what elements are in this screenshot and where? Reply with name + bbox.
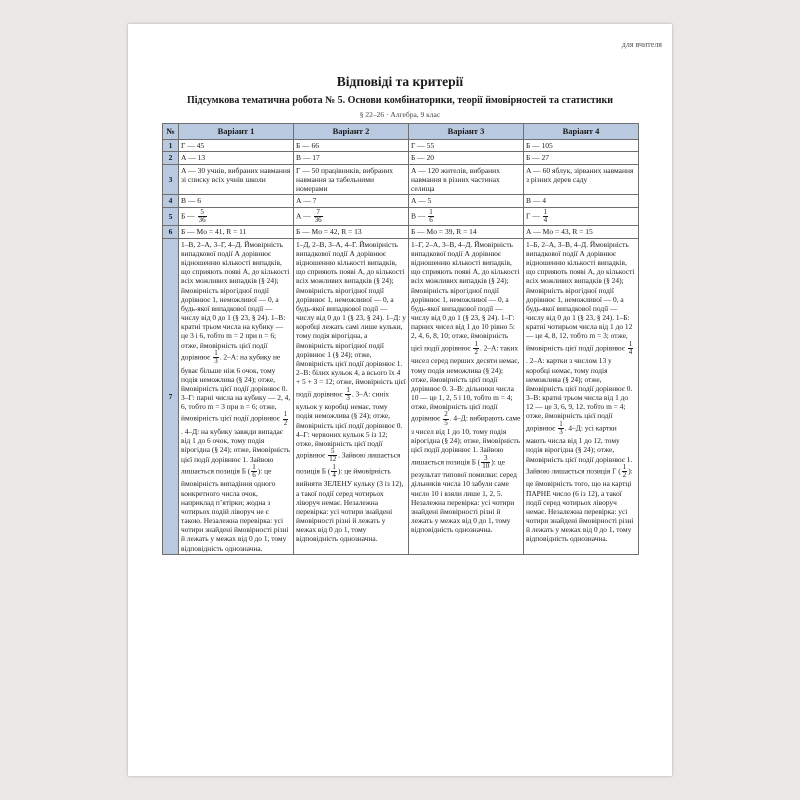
table-row xyxy=(163,207,639,226)
answer-cell: Б — 105 xyxy=(524,140,639,152)
fraction: $\frac{1}{2}$ xyxy=(283,410,288,427)
header-variant-4: Варіант 4 xyxy=(524,124,639,140)
answer-cell: Б — 66 xyxy=(294,140,409,152)
fraction: $\frac{5}{36}$ xyxy=(198,207,206,225)
table-row xyxy=(163,140,639,152)
row-number: 2 xyxy=(163,152,179,164)
answer-cell: В — 6 xyxy=(179,195,294,207)
header-variant-1: Варіант 1 xyxy=(179,124,294,140)
table-row xyxy=(163,238,639,554)
answer-cell: Б — Mo = 41, R = 11 xyxy=(179,226,294,238)
answer-cell: А — 120 жителів, вибраних навмання в різних частинах селища xyxy=(409,164,524,195)
answer-cell: Б — Mo = 39, R = 14 xyxy=(409,226,524,238)
fraction: $\frac{1}{2}$ xyxy=(474,339,478,356)
answers-table xyxy=(162,123,639,555)
fraction: $\frac{1}{4}$ xyxy=(543,207,548,225)
answer-cell: Б — Mo = 42, R = 13 xyxy=(294,226,409,238)
row-number: 5 xyxy=(163,207,179,226)
answer-cell: В — $\frac{1}{6}$ xyxy=(409,207,524,226)
fraction: $\frac{5}{12}$ xyxy=(329,447,337,464)
answer-cell: А — $\frac{7}{36}$ xyxy=(294,207,409,226)
fraction: $\frac{1}{4}$ xyxy=(628,339,633,356)
fraction: $\frac{1}{6}$ xyxy=(429,207,433,225)
answer-explanation: 1–Д, 2–В, 3–А, 4–Г. Ймовірність випадкової події А дорівнює відношенню кількості випадків, що сприяють появі А, до кількості всіх можливих випадків (§ 24); ймовірність вірогідної події дорівнює 1, неможливої — 0, а будь-якої випадкової події — числу від 0 до 1 (§ 23, § 24). 1–Д: у коробці лежать самі лише кульки, тому подія вірогідна, а ймовірність вірогідної події дорівнює 1 (§ 24); отже, ймовірність цієї події дорівнює 1. 2–В: білих кульок 4, а всього їх 4 + 5 + 3 = 12; отже, ймовірність цієї події дорівнює $\frac{1}{3}$ . 3–А: синіх кульок у коробці немає, тому подія неможлива (§ 24); отже, ймовірність цієї події дорівнює 0. 4–Г: червоних кульок 5 із 12; отже, ймовірність цієї події дорівнює $\frac{5}{12}$ . Зайвою лишається позиція Б ( $\frac{1}{4}$ ): це ймовірність вийняти ЗЕЛЕНУ кульку (3 із 12), а такої події серед чотирьох ліворуч немає. Незалежна перевірка: усі чотири знайдені ймовірності різні й лежать у межах від 0 до 1, тому відповідність однозначна. xyxy=(294,238,409,554)
page-subtitle: Підсумкова тематична робота № 5. Основи комбінаторики, теорії ймовірностей та статистики xyxy=(187,95,613,106)
table-row xyxy=(163,152,639,164)
table-row xyxy=(163,226,639,238)
worksheet-page xyxy=(128,24,672,776)
answer-cell: Б — 27 xyxy=(524,152,639,164)
answer-cell: Г — 50 працівників, вибраних навмання за табельними номерами xyxy=(294,164,409,195)
fraction: $\frac{1}{3}$ xyxy=(346,385,350,402)
answer-cell: Г — $\frac{1}{4}$ xyxy=(524,207,639,226)
answer-cell: А — 7 xyxy=(294,195,409,207)
teacher-note: для вчителя xyxy=(621,40,662,49)
answer-explanation: 1–В, 2–А, 3–Г, 4–Д. Ймовірність випадкової події А дорівнює відношенню кількості випадків, що сприяють появі А, до кількості всіх можливих випадків (§ 24); ймовірність вірогідної події дорівнює 1, неможливої — 0, а будь-якої випадкової події — числу від 0 до 1 (§ 23, § 24). 1–В: кратні трьом числа на кубику — це 3 і 6, тобто m = 2 при n = 6; отже, ймовірність цієї події дорівнює $\frac{1}{3}$ . 2–А: на кубику не буває більше ніж 6 очок, тому подія неможлива (§ 24); отже, ймовірність цієї події дорівнює 0. 3–Г: парні числа на кубику — 2, 4, 6, тобто m = 3 при n = 6; отже, ймовірність цієї події дорівнює $\frac{1}{2}$ . 4–Д: на кубику завжди випадає від 1 до 6 очок, тому подія вірогідна (§ 24); отже, ймовірність цієї події дорівнює 1. Зайвою лишається позиція Б ( $\frac{1}{6}$ ): це ймовірність випадіння одного конкретного числа очок, наприклад п’ятірки; жодна з чотирьох подій ліворуч не є такою. Незалежна перевірка: усі чотири знайдені ймовірності різні й лежать у межах від 0 до 1, тому відповідність однозначна. xyxy=(179,238,294,554)
answer-cell: Б — 20 xyxy=(409,152,524,164)
answer-explanation: 1–Б, 2–А, 3–В, 4–Д. Ймовірність випадкової події А дорівнює відношенню кількості випадків, що сприяють появі А, до кількості всіх можливих випадків (§ 24); ймовірність вірогідної події дорівнює 1, неможливої — 0, а будь-якої випадкової події — числу від 0 до 1 (§ 23, § 24). 1–Б: кратні чотирьом числа від 1 до 12 — це 4, 8, 12, тобто m = 3; отже, ймовірність цієї події дорівнює $\frac{1}{4}$ . 2–А: картки з числом 13 у коробці немає, тому подія неможлива (§ 24); отже, ймовірність цієї події дорівнює 0. 3–В: кратні трьом числа від 1 до 12 — це 3, 6, 9, 12, тобто m = 4; отже, ймовірність цієї події дорівнює $\frac{1}{3}$ . 4–Д: усі картки мають числа від 1 до 12, тому подія вірогідна (§ 24); отже, ймовірність цієї події дорівнює 1. Зайвою лишається позиція Г ( $\frac{1}{2}$ ): це ймовірність того, що на картці ПАРНЕ число (6 із 12), а такої події серед чотирьох ліворуч немає. Незалежна перевірка: усі чотири знайдені ймовірності різні й лежать у межах від 0 до 1, тому відповідність однозначна. xyxy=(524,238,639,554)
fraction: $\frac{1}{4}$ xyxy=(332,462,336,480)
answer-cell: А — 13 xyxy=(179,152,294,164)
row-number: 1 xyxy=(163,140,179,152)
answer-cell: А — 60 яблук, зірваних навмання з різних дерев саду xyxy=(524,164,639,195)
row-number: 3 xyxy=(163,164,179,195)
row-number: 4 xyxy=(163,195,179,207)
fraction: $\frac{3}{10}$ xyxy=(482,453,490,470)
answer-cell: Б — $\frac{5}{36}$ xyxy=(179,207,294,226)
fraction: $\frac{1}{3}$ xyxy=(559,419,563,436)
row-number: 7 xyxy=(163,238,179,554)
answer-cell: В — 17 xyxy=(294,152,409,164)
fraction: $\frac{1}{2}$ xyxy=(622,462,627,480)
answer-cell: Г — 55 xyxy=(409,140,524,152)
answer-explanation: 1–Г, 2–А, 3–В, 4–Д. Ймовірність випадкової події А дорівнює відношенню кількості випадків, що сприяють появі А, до кількості всіх можливих випадків (§ 24); ймовірність вірогідної події дорівнює 1, неможливої — 0, а будь-якої випадкової події — числу від 0 до 1 (§ 23, § 24). 1–Г: парних чисел від 1 до 10 рівно 5: 2, 4, 6, 8, 10; отже, ймовірність цієї події дорівнює $\frac{1}{2}$ . 2–А: таких чисел серед перших десяти немає, тому подія неможлива (§ 24); отже, ймовірність цієї події дорівнює 0. 3–В: дільники числа 10 — це 1, 2, 5 і 10, тобто m = 4; отже, ймовірність цієї події дорівнює $\frac{2}{5}$ . 4–Д: вибирають саме з чисел від 1 до 10, тому подія вірогідна (§ 24); отже, ймовірність цієї події дорівнює 1. Зайвою лишається позиція Б ( $\frac{3}{10}$ ): це результат типової помилки: серед дільників числа 10 забули саме число 10 і взяли лише 1, 2, 5. Незалежна перевірка: усі чотири знайдені ймовірності різні й лежать у межах від 0 до 1, тому відповідність однозначна. xyxy=(409,238,524,554)
answer-cell: Г — 45 xyxy=(179,140,294,152)
fraction: $\frac{1}{6}$ xyxy=(252,462,256,480)
table-row xyxy=(163,164,639,195)
row-number: 6 xyxy=(163,226,179,238)
fraction: $\frac{1}{3}$ xyxy=(214,348,218,366)
fraction: $\frac{2}{5}$ xyxy=(444,410,448,427)
header-variant-3: Варіант 3 xyxy=(409,124,524,140)
answer-cell: А — 30 учнів, вибраних навмання зі списку всіх учнів школи xyxy=(179,164,294,195)
section-reference: § 22–26 · Алгебра, 9 клас xyxy=(359,110,441,119)
table-header-row xyxy=(163,124,639,140)
answer-cell: А — 5 xyxy=(409,195,524,207)
page-title: Відповіді та критерії xyxy=(336,74,464,89)
header-number: № xyxy=(163,124,179,140)
fraction: $\frac{7}{36}$ xyxy=(314,207,322,225)
table-row xyxy=(163,195,639,207)
answer-cell: В — 4 xyxy=(524,195,639,207)
answer-cell: А — Mo = 43, R = 15 xyxy=(524,226,639,238)
header-variant-2: Варіант 2 xyxy=(294,124,409,140)
